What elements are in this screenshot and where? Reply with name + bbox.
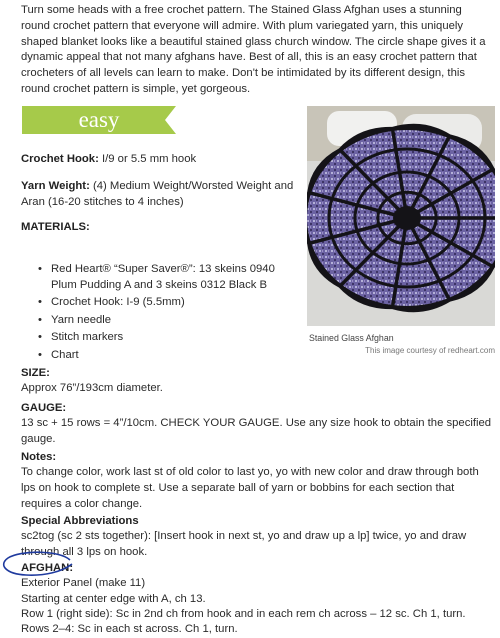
photo-caption: Stained Glass Afghan <box>309 333 394 343</box>
photo-credit: This image courtesy of redheart.com <box>365 346 495 355</box>
notes-text: To change color, work last st of old color to last yo, yo with new color and draw through both lps on hook to complete st. Use a separate ball of yarn or bobbins for each section that requires a color change. <box>21 466 479 510</box>
size-text: Approx 76”/193cm diameter. <box>21 382 163 394</box>
difficulty-ribbon <box>22 106 292 134</box>
crochet-hook-value: I/9 or 5.5 mm hook <box>98 153 197 165</box>
afghan-illustration <box>307 106 495 326</box>
abbreviations-heading: Special Abbreviations <box>21 515 139 527</box>
difficulty-label: easy <box>78 107 120 132</box>
afghan-line: Starting at center edge with A, ch 13. <box>21 593 206 605</box>
size-heading: SIZE: <box>21 367 50 379</box>
afghan-line: Row 1 (right side): Sc in 2nd ch from hook and in each rem ch across – 12 sc. Ch 1, turn. <box>21 608 466 620</box>
afghan-photo <box>307 106 495 326</box>
gauge-text: 13 sc + 15 rows = 4”/10cm. CHECK YOUR GAUGE. Use any size hook to obtain the specified gauge. <box>21 417 492 445</box>
materials-item: • Yarn needle <box>38 313 287 329</box>
materials-item: • Chart <box>38 348 287 364</box>
afghan-heading: AFGHAN: <box>21 562 74 574</box>
yarn-weight-label: Yarn Weight: <box>21 180 90 192</box>
abbreviations-text: sc2tog (sc 2 sts together): [Insert hook in next st, yo and draw up a lp] twice, yo and draw through all 3 lps on hook. <box>21 530 467 558</box>
materials-item: • Crochet Hook: I-9 (5.5mm) <box>38 295 287 311</box>
afghan-center <box>393 206 421 230</box>
yarn-weight-line <box>21 178 296 210</box>
materials-list <box>38 262 287 365</box>
round-afghan <box>307 124 495 312</box>
materials-item: • Red Heart® “Super Saver®”: 13 skeins 0940 Plum Pudding A and 3 skeins 0312 Black B <box>38 262 287 293</box>
notes-heading: Notes: <box>21 451 57 463</box>
hand-drawn-circle <box>0 548 80 578</box>
materials-item: • Stitch markers <box>38 330 287 346</box>
afghan-line: Exterior Panel (make 11) <box>21 577 146 589</box>
gauge-heading: GAUGE: <box>21 402 67 414</box>
crochet-hook-line <box>21 151 291 167</box>
yarn-weight-value: (4) Medium Weight/Worsted Weight and Aran (16-20 stitches to 4 inches) <box>21 180 294 208</box>
afghan-line: Rows 2–4: Sc in each st across. Ch 1, turn. <box>21 623 238 635</box>
intro-paragraph: Turn some heads with a free crochet pattern. The Stained Glass Afghan uses a stunning round crochet pattern that everyone will admire. With plum variegated yarn, this uniquely shaped blanket looks like a beautiful stained glass church window. The circle shape gives it a dynamic appeal that not many afghans have. Best of all, this is an easy crochet pattern that crocheters of all levels can learn to make. Don't be intimidated by its different design, this round crochet pattern is simple, yet gorgeous. <box>21 4 486 95</box>
materials-heading: MATERIALS: <box>21 221 90 233</box>
crochet-hook-label: Crochet Hook: <box>21 153 99 165</box>
